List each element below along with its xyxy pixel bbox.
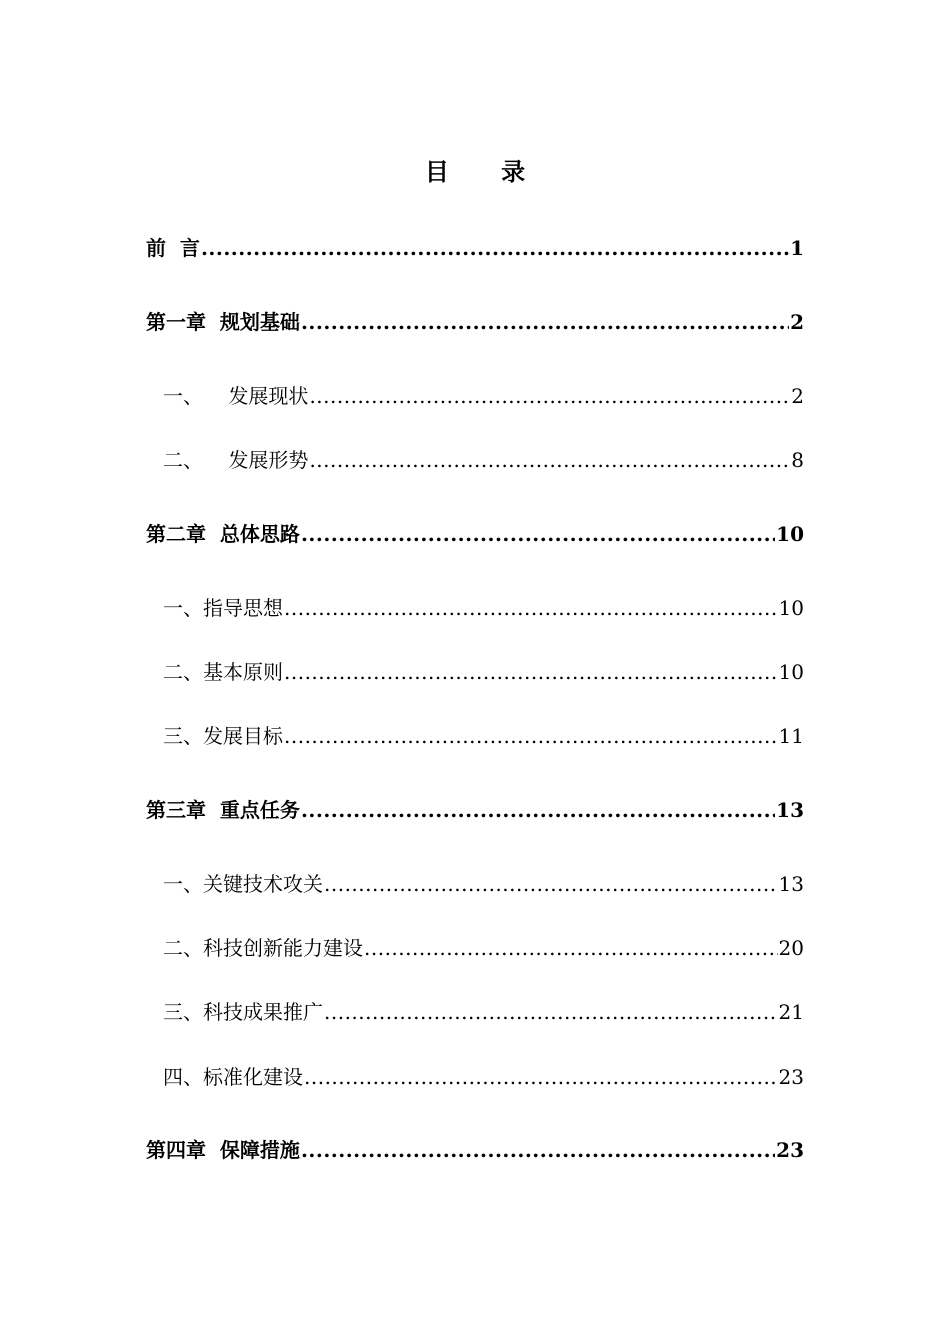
toc-entry-label: 二、基本原则 xyxy=(163,660,283,684)
toc-entry-3-1[interactable] xyxy=(163,868,804,898)
toc-entry-page: 10 xyxy=(776,522,804,546)
toc-entry-label: 一、 发展现状 xyxy=(163,384,309,408)
toc-entry-page: 11 xyxy=(778,724,804,748)
toc-dot-leader xyxy=(301,1138,775,1162)
toc-entry-3-2[interactable] xyxy=(163,932,804,962)
toc-entry-chapter-4[interactable] xyxy=(146,1134,804,1164)
toc-entry-chapter-3[interactable] xyxy=(146,794,804,824)
toc-entry-2-1[interactable] xyxy=(163,592,804,622)
toc-entry-page: 8 xyxy=(791,448,804,472)
toc-entry-page: 13 xyxy=(778,872,804,896)
toc-entry-1-2[interactable] xyxy=(163,444,804,474)
toc-dot-leader xyxy=(284,660,778,684)
toc-entry-3-3[interactable] xyxy=(163,996,804,1026)
toc-entry-2-2[interactable] xyxy=(163,656,804,686)
toc-title: 目 录 xyxy=(424,158,548,186)
toc-entry-page: 2 xyxy=(790,310,804,334)
toc-entry-label: 四、标准化建设 xyxy=(163,1065,303,1089)
toc-entry-page: 23 xyxy=(776,1138,804,1162)
toc-entry-3-4[interactable] xyxy=(163,1061,804,1091)
toc-entry-chapter-1[interactable] xyxy=(146,306,804,336)
toc-dot-leader xyxy=(309,448,790,472)
toc-entry-label: 一、指导思想 xyxy=(163,596,283,620)
toc-entry-page: 20 xyxy=(778,936,804,960)
toc-entry-label: 第四章 保障措施 xyxy=(146,1138,300,1162)
toc-entry-page: 1 xyxy=(790,236,804,260)
toc-dot-leader xyxy=(284,724,778,748)
toc-dot-leader xyxy=(304,1065,778,1089)
toc-dot-leader xyxy=(309,384,790,408)
toc-dot-leader xyxy=(201,236,789,260)
toc-dot-leader xyxy=(284,596,778,620)
toc-entry-1-1[interactable] xyxy=(163,380,804,410)
toc-entry-page: 13 xyxy=(776,798,804,822)
toc-entry-page: 2 xyxy=(791,384,804,408)
toc-entry-chapter-2[interactable] xyxy=(146,518,804,548)
toc-entry-label: 二、 发展形势 xyxy=(163,448,309,472)
toc-entry-label: 第三章 重点任务 xyxy=(146,798,300,822)
toc-entry-label: 一、关键技术攻关 xyxy=(163,872,323,896)
toc-dot-leader xyxy=(324,1000,778,1024)
toc-entry-label: 第二章 总体思路 xyxy=(146,522,300,546)
toc-dot-leader xyxy=(301,310,789,334)
toc-entry-page: 10 xyxy=(778,596,804,620)
toc-entry-2-3[interactable] xyxy=(163,720,804,750)
toc-entry-label: 前 言 xyxy=(146,236,200,260)
toc-entry-label: 第一章 规划基础 xyxy=(146,310,300,334)
toc-entry-page: 21 xyxy=(778,1000,804,1024)
toc-entry-page: 10 xyxy=(778,660,804,684)
toc-entry-label: 三、发展目标 xyxy=(163,724,283,748)
toc-dot-leader xyxy=(324,872,778,896)
toc-entry-label: 三、科技成果推广 xyxy=(163,1000,323,1024)
toc-dot-leader xyxy=(301,522,775,546)
toc-entry-page: 23 xyxy=(778,1065,804,1089)
toc-dot-leader xyxy=(364,936,778,960)
toc-dot-leader xyxy=(301,798,775,822)
toc-entry-label: 二、科技创新能力建设 xyxy=(163,936,363,960)
toc-entry-preface[interactable] xyxy=(146,232,804,262)
